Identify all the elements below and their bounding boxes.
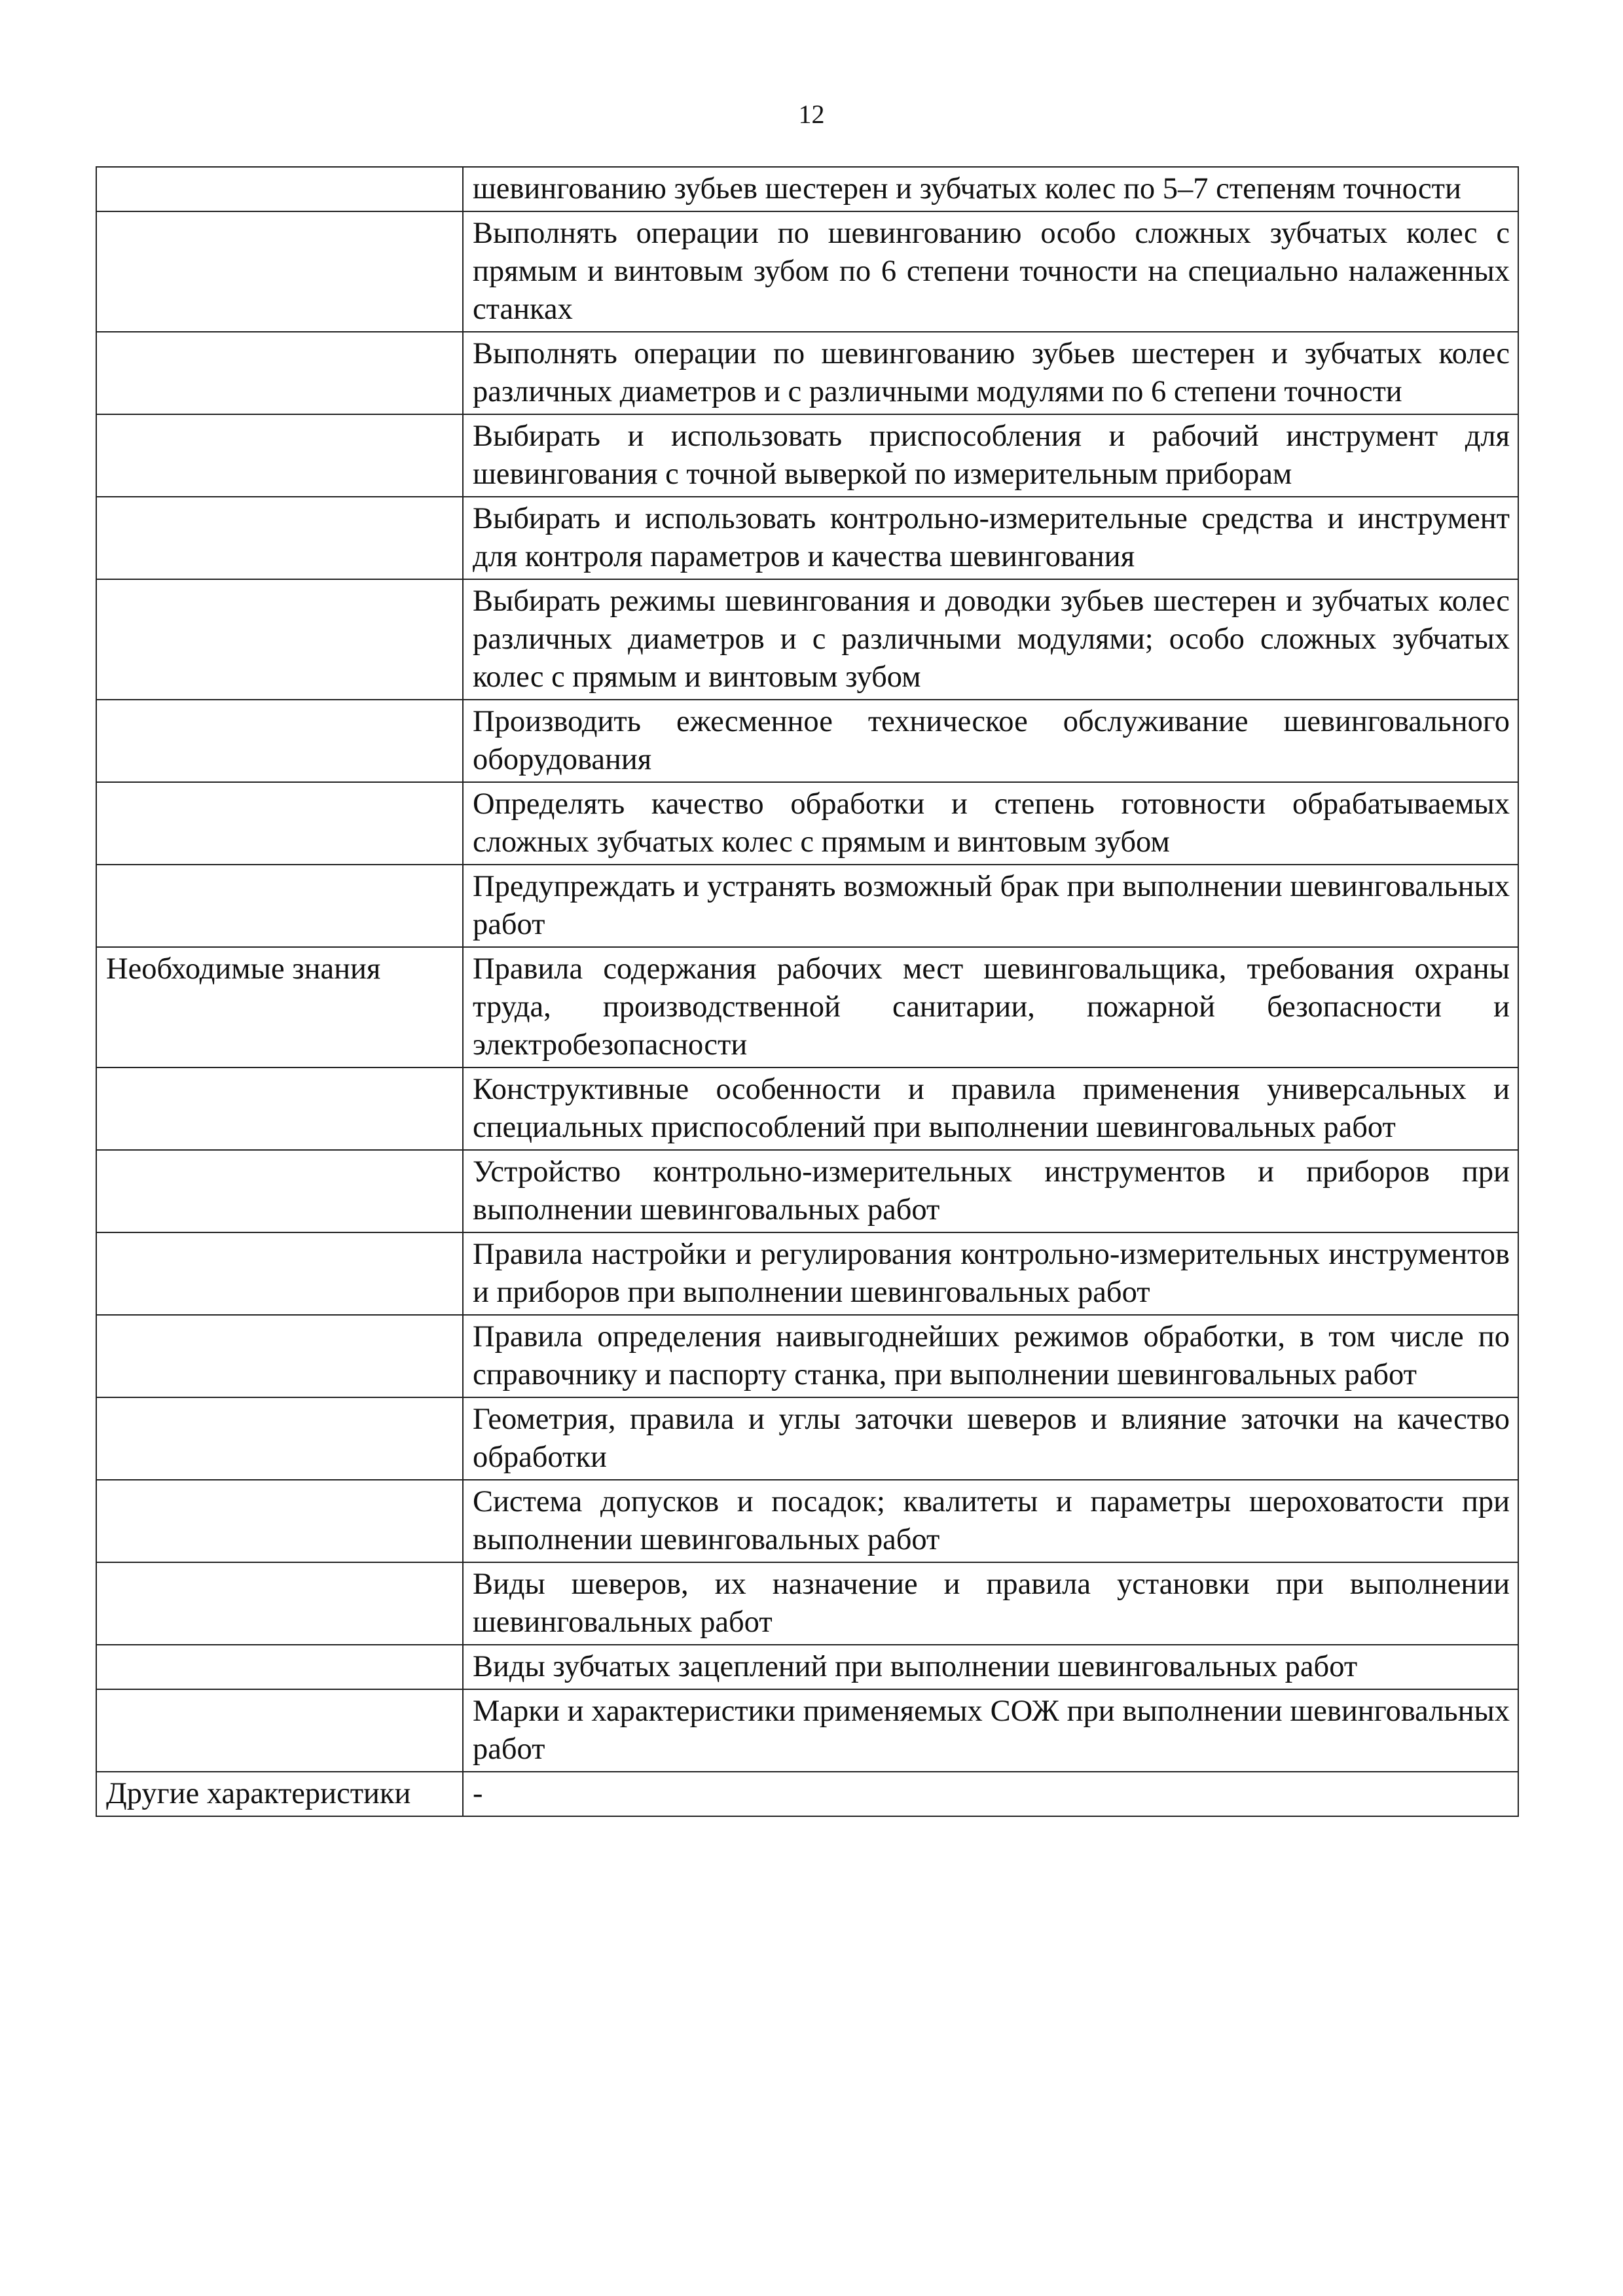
table-row <box>96 1645 1518 1689</box>
table-row <box>96 579 1518 700</box>
table-row <box>96 1397 1518 1480</box>
table-row <box>96 332 1518 414</box>
table-row <box>96 1480 1518 1562</box>
label-cell-empty <box>96 1645 463 1689</box>
skill-cell: Предупреждать и устранять возможный брак при выполнении шевинговальных работ <box>463 865 1518 947</box>
label-cell-empty <box>96 332 463 414</box>
knowledge-cell: Виды шеверов, их назначение и правила установки при выполнении шевинговальных работ <box>463 1562 1518 1645</box>
table-row <box>96 1150 1518 1232</box>
skill-cell: Выбирать и использовать приспособления и рабочий инструмент для шевингования с точной выверкой по измерительным приборам <box>463 414 1518 497</box>
other-label: Другие характеристики <box>96 1772 463 1816</box>
knowledge-cell: Устройство контрольно-измерительных инструментов и приборов при выполнении шевинговальных работ <box>463 1150 1518 1232</box>
table-row <box>96 1067 1518 1150</box>
table-row <box>96 700 1518 782</box>
knowledge-label: Необходимые знания <box>96 947 463 1067</box>
qualification-table <box>96 166 1519 1817</box>
table-row <box>96 865 1518 947</box>
table-row <box>96 167 1518 211</box>
label-cell-empty <box>96 1562 463 1645</box>
knowledge-cell: Правила определения наивыгоднейших режимов обработки, в том числе по справочнику и паспорту станка, при выполнении шевинговальных работ <box>463 1315 1518 1397</box>
label-cell-empty <box>96 1150 463 1232</box>
label-cell-empty <box>96 497 463 579</box>
label-cell-empty <box>96 167 463 211</box>
knowledge-cell: Геометрия, правила и углы заточки шеверов и влияние заточки на качество обработки <box>463 1397 1518 1480</box>
label-cell-empty <box>96 414 463 497</box>
label-cell-empty <box>96 1480 463 1562</box>
page-number: 12 <box>798 99 825 129</box>
skill-cell: Выбирать и использовать контрольно-измерительные средства и инструмент для контроля параметров и качества шевингования <box>463 497 1518 579</box>
knowledge-cell: Правила содержания рабочих мест шевинговальщика, требования охраны труда, производственной санитарии, пожарной безопасности и электробезопасности <box>463 947 1518 1067</box>
label-cell-empty <box>96 579 463 700</box>
label-cell-empty <box>96 1067 463 1150</box>
label-cell-empty <box>96 1689 463 1772</box>
skill-cell: шевингованию зубьев шестерен и зубчатых колес по 5–7 степеням точности <box>463 167 1518 211</box>
table-row <box>96 1772 1518 1816</box>
label-cell-empty <box>96 782 463 865</box>
label-cell-empty <box>96 1315 463 1397</box>
skill-cell: Выполнять операции по шевингованию особо сложных зубчатых колес с прямым и винтовым зубом по 6 степени точности на специально налаженных станках <box>463 211 1518 332</box>
table-row <box>96 414 1518 497</box>
knowledge-cell: Конструктивные особенности и правила применения универсальных и специальных приспособлений при выполнении шевинговальных работ <box>463 1067 1518 1150</box>
knowledge-cell: Виды зубчатых зацеплений при выполнении шевинговальных работ <box>463 1645 1518 1689</box>
table-row <box>96 1562 1518 1645</box>
table-row <box>96 947 1518 1067</box>
table-row <box>96 1232 1518 1315</box>
label-cell-empty <box>96 211 463 332</box>
other-value: - <box>463 1772 1518 1816</box>
label-cell-empty <box>96 700 463 782</box>
label-cell-empty <box>96 1397 463 1480</box>
skill-cell: Выбирать режимы шевингования и доводки зубьев шестерен и зубчатых колес различных диаметров и с различными модулями; особо сложных зубчатых колес с прямым и винтовым зубом <box>463 579 1518 700</box>
table-row <box>96 497 1518 579</box>
table-row <box>96 1315 1518 1397</box>
skill-cell: Выполнять операции по шевингованию зубьев шестерен и зубчатых колес различных диаметров и с различными модулями по 6 степени точности <box>463 332 1518 414</box>
skill-cell: Производить ежесменное техническое обслуживание шевинговального оборудования <box>463 700 1518 782</box>
table-row <box>96 211 1518 332</box>
knowledge-cell: Система допусков и посадок; квалитеты и параметры шероховатости при выполнении шевинговальных работ <box>463 1480 1518 1562</box>
table-row <box>96 1689 1518 1772</box>
label-cell-empty <box>96 865 463 947</box>
skill-cell: Определять качество обработки и степень готовности обрабатываемых сложных зубчатых колес с прямым и винтовым зубом <box>463 782 1518 865</box>
knowledge-cell: Правила настройки и регулирования контрольно-измерительных инструментов и приборов при выполнении шевинговальных работ <box>463 1232 1518 1315</box>
label-cell-empty <box>96 1232 463 1315</box>
table-row <box>96 782 1518 865</box>
knowledge-cell: Марки и характеристики применяемых СОЖ при выполнении шевинговальных работ <box>463 1689 1518 1772</box>
